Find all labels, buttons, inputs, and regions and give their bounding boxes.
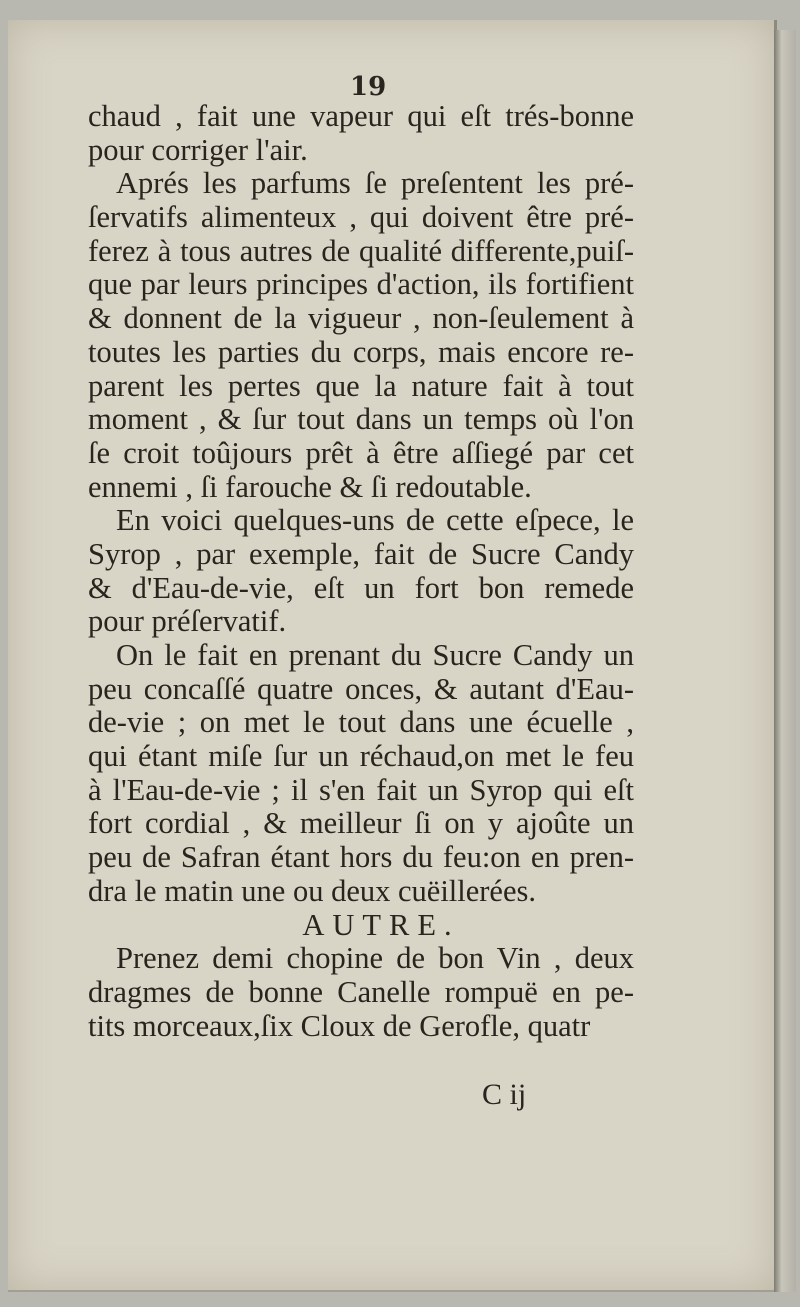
section-heading: AUTRE. <box>302 907 460 942</box>
text-line: parent les pertes que la nature fait à tout <box>88 368 634 403</box>
text-line: On le fait en prenant du Sucre Candy un <box>116 638 634 672</box>
signature-mark: C ij <box>482 1078 527 1111</box>
text-line: peu concaſſé quatre onces, & autant d'Eau- <box>88 671 634 706</box>
text-line: qui étant miſe ſur un réchaud,on met le feu <box>88 739 634 774</box>
text-line: à l'Eau-de-vie ; il s'en fait un Syrop qui eſt <box>88 772 634 807</box>
page-edge <box>774 30 796 1292</box>
text-line: & donnent de la vigueur , non-ſeulement à <box>88 301 634 336</box>
text-line: fort cordial , & meilleur ſi on y ajoûte un <box>88 806 634 841</box>
text-line: chaud , fait une vapeur qui eſt trés-bonne <box>88 99 634 133</box>
text-line: pour corriger l'air. <box>88 132 308 167</box>
text-line: pour préſervatif. <box>88 604 287 639</box>
text-line: moment , & ſur tout dans un temps où l'on <box>88 402 634 437</box>
text-line: que par leurs principes d'action, ils fortifient <box>88 267 634 302</box>
text-line: de-vie ; on met le tout dans une écuelle , <box>88 705 634 740</box>
text-line: ſervatifs alimenteux , qui doivent être pré- <box>88 200 634 235</box>
text-line: ſe croit toûjours prêt à être aſſiegé par cet <box>88 435 634 470</box>
page-number: 19 <box>350 72 387 102</box>
body-text <box>88 100 634 1043</box>
text-line: peu de Safran étant hors du feu:on en pren- <box>88 840 634 875</box>
text-line: Aprés les parfums ſe preſentent les pré- <box>116 166 634 201</box>
text-line: tits morceaux,ſix Cloux de Gerofle, quatr <box>88 1008 591 1043</box>
text-line: dragmes de bonne Canelle rompuë en pe- <box>88 974 634 1009</box>
text-line: ennemi , ſi farouche & ſi redoutable. <box>88 469 532 504</box>
text-line: toutes les parties du corps, mais encore re- <box>88 334 634 369</box>
text-line: En voici quelques-uns de cette eſpece, le <box>116 503 634 538</box>
text-line: ferez à tous autres de qualité differente,puiſ- <box>88 233 634 268</box>
text-line: dra le matin une ou deux cuëillerées. <box>88 873 536 908</box>
text-line: & d'Eau-de-vie, eſt un fort bon remede <box>88 570 634 605</box>
text-line: Prenez demi chopine de bon Vin , deux <box>116 941 634 976</box>
text-line: Syrop , par exemple, fait de Sucre Candy <box>88 536 634 571</box>
